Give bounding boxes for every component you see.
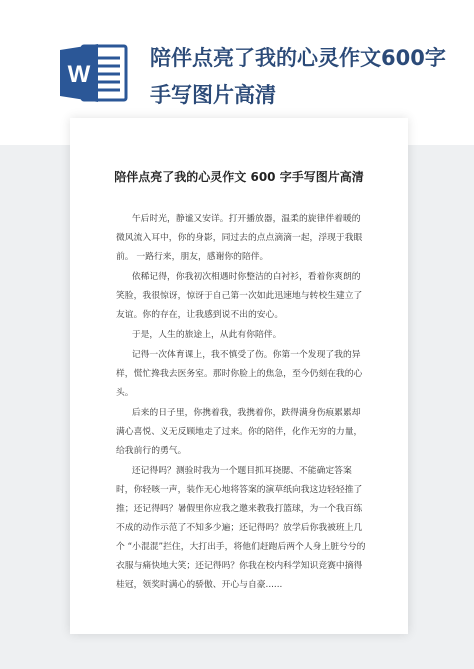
paragraph: 还记得吗？测验时我为一个题目抓耳挠腮、不能确定答案时，你轻咳一声，装作无心地将答案的演草纸向我这边轻轻推了推；还记得吗？暑假里你应我之邀来教我打篮球，为一个我百练不成的动作示范了不知多少遍；还记得吗？放学后你我被班上几个 “小混混”拦住，大打出手，将他们赶跑后两个人身上脏兮兮的衣服与痛快地大笑；还记得吗？你我在校内科学知识竞赛中摘得桂冠，领奖时满心的骄傲、开心与自豪...... xyxy=(116,466,366,590)
page-title: 陪伴点亮了我的心灵作文600字手写图片高清 xyxy=(150,46,446,107)
document-title: 陪伴点亮了我的心灵作文 600 字手写图片高清 xyxy=(114,170,364,184)
document-body xyxy=(116,210,366,596)
paragraph: 午后时光，静谧又安详。打开播放器，温柔的旋律伴着暖的微风流入耳中，你的身影，同过去的点点滴滴一起，浮现于我眼前。 一路行来，朋友，感谢你的陪伴。 xyxy=(116,214,363,262)
paragraph: 于是，人生的旅途上，从此有你陪伴。 xyxy=(131,330,282,340)
paragraph: 依稀记得，你我初次相遇时你整洁的白衬衫，看着你爽朗的笑脸，我很惊讶，惊讶于自己第一次如此迅速地与转校生建立了友谊。你的存在，让我感到说不出的安心。 xyxy=(116,272,363,320)
svg-text:W: W xyxy=(67,61,91,88)
paragraph: 后来的日子里，你携着我，我携着你，跌得满身伤痕累累却满心喜悦、义无反顾地走了过来。你的陪伴，化作无穷的力量，给我前行的勇气。 xyxy=(116,408,363,456)
word-icon xyxy=(60,42,128,104)
document-page xyxy=(70,118,408,634)
paragraph: 记得一次体育课上，我不慎受了伤。你第一个发现了我的异样，慌忙搀我去医务室。那时你脸上的焦急，至今仍刻在我的心头。 xyxy=(116,350,363,398)
